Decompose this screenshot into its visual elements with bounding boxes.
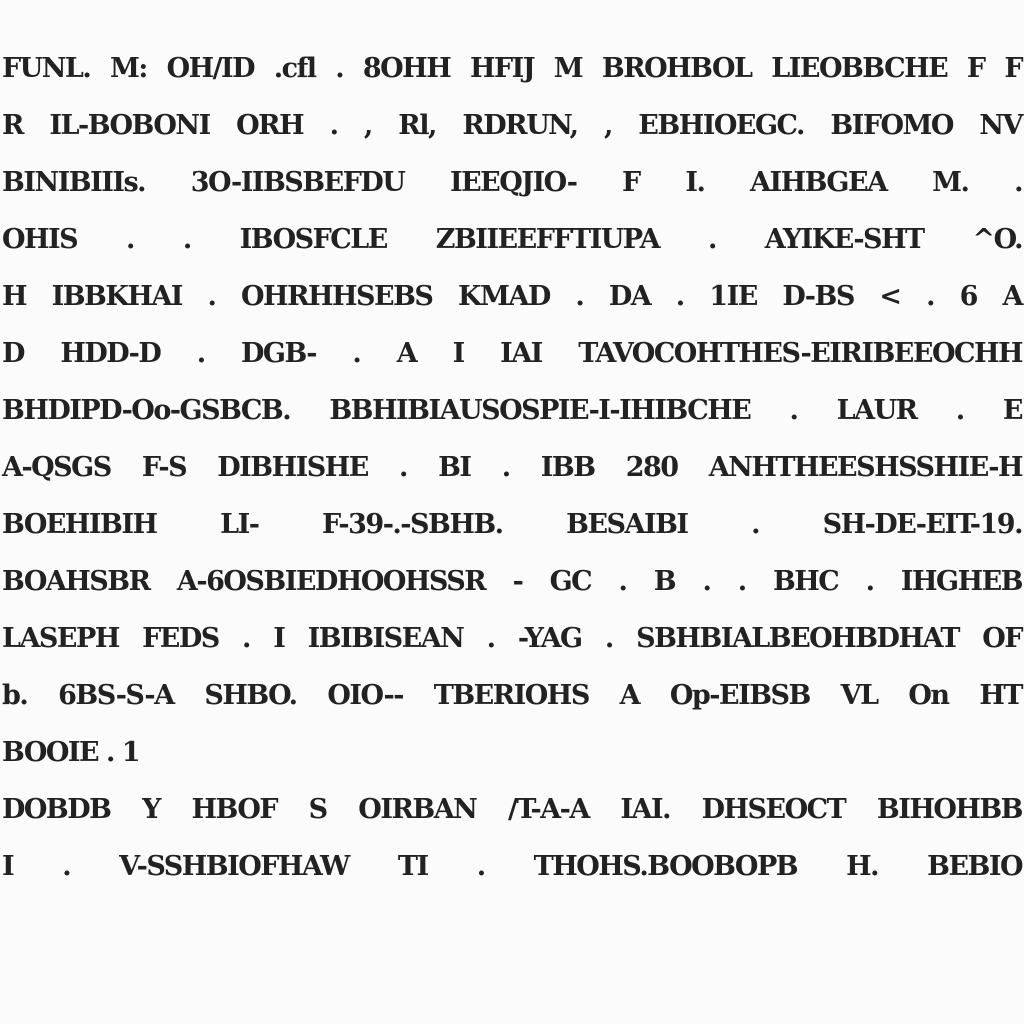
text-line bbox=[0, 97, 1024, 154]
text-line-content: LASEPH FEDS . I IBIBISEAN . -YAG . SBHBIALBEOHBDHAT OF bbox=[2, 623, 1022, 654]
text-line bbox=[0, 382, 1024, 439]
text-line bbox=[0, 268, 1024, 325]
text-line bbox=[0, 781, 1024, 838]
text-line-content: b. 6BS-S-A SHBO. OIO-- TBERIOHS A Op-EIBSB VL On HT bbox=[2, 680, 1022, 711]
text-line bbox=[0, 496, 1024, 553]
text-line-content: BOEHIBIH LI- F-39-.-SBHB. BESAIBI . SH-DE-EIT-19. bbox=[2, 509, 1022, 540]
text-line-content: BINIBIIIs. 3O-IIBSBEFDU IEEQJIO- F I. AIHBGEA M. . bbox=[2, 167, 1022, 198]
text-line-content: I . V-SSHBIOFHAW TI . THOHS.BOOBOPB H. BEBIO bbox=[2, 851, 1022, 882]
text-line bbox=[0, 325, 1024, 382]
text-line-content: H IBBKHAI . OHRHHSEBS KMAD . DA . 1IE D-BS < . 6 A bbox=[2, 281, 1022, 312]
text-line bbox=[0, 610, 1024, 667]
text-line bbox=[0, 667, 1024, 724]
text-line bbox=[0, 553, 1024, 610]
text-line-content: A-QSGS F-S DIBHISHE . BI . IBB 280 ANHTHEESHSSHIE-H bbox=[2, 452, 1022, 483]
text-line-content: FUNL. M: OH/ID .cfl . 8OHH HFIJ M BROHBOL LIEOBBCHE F F bbox=[2, 53, 1022, 84]
text-line bbox=[0, 838, 1024, 895]
text-line-content: DOBDB Y HBOF S OIRBAN /T-A-A IAI. DHSEOCT BIHOHBB bbox=[2, 794, 1022, 825]
text-line-content: BHDIPD-Oo-GSBCB. BBHIBIAUSOSPIE-I-IHIBCHE . LAUR . E bbox=[2, 395, 1022, 426]
text-line bbox=[0, 724, 1024, 781]
text-line-content: BOOIE . 1 bbox=[2, 737, 140, 768]
document-text-body bbox=[0, 40, 1024, 895]
text-line-content: BOAHSBR A-6OSBIEDHOOHSSR - GC . B . . BHC . IHGHEB bbox=[2, 566, 1022, 597]
text-line bbox=[0, 154, 1024, 211]
text-line-content: D HDD-D . DGB- . A I IAI TAVOCOHTHES-EIRIBEEOCHH bbox=[2, 338, 1022, 369]
text-line bbox=[0, 439, 1024, 496]
text-line-content: R IL-BOBONI ORH . , Rl, RDRUN, , EBHIOEGC. BIFOMO NV bbox=[2, 110, 1022, 141]
text-line bbox=[0, 211, 1024, 268]
text-line-content: OHIS . . IBOSFCLE ZBIIEEFFTIUPA . AYIKE-SHT ^O. bbox=[2, 224, 1022, 255]
text-line bbox=[0, 40, 1024, 97]
